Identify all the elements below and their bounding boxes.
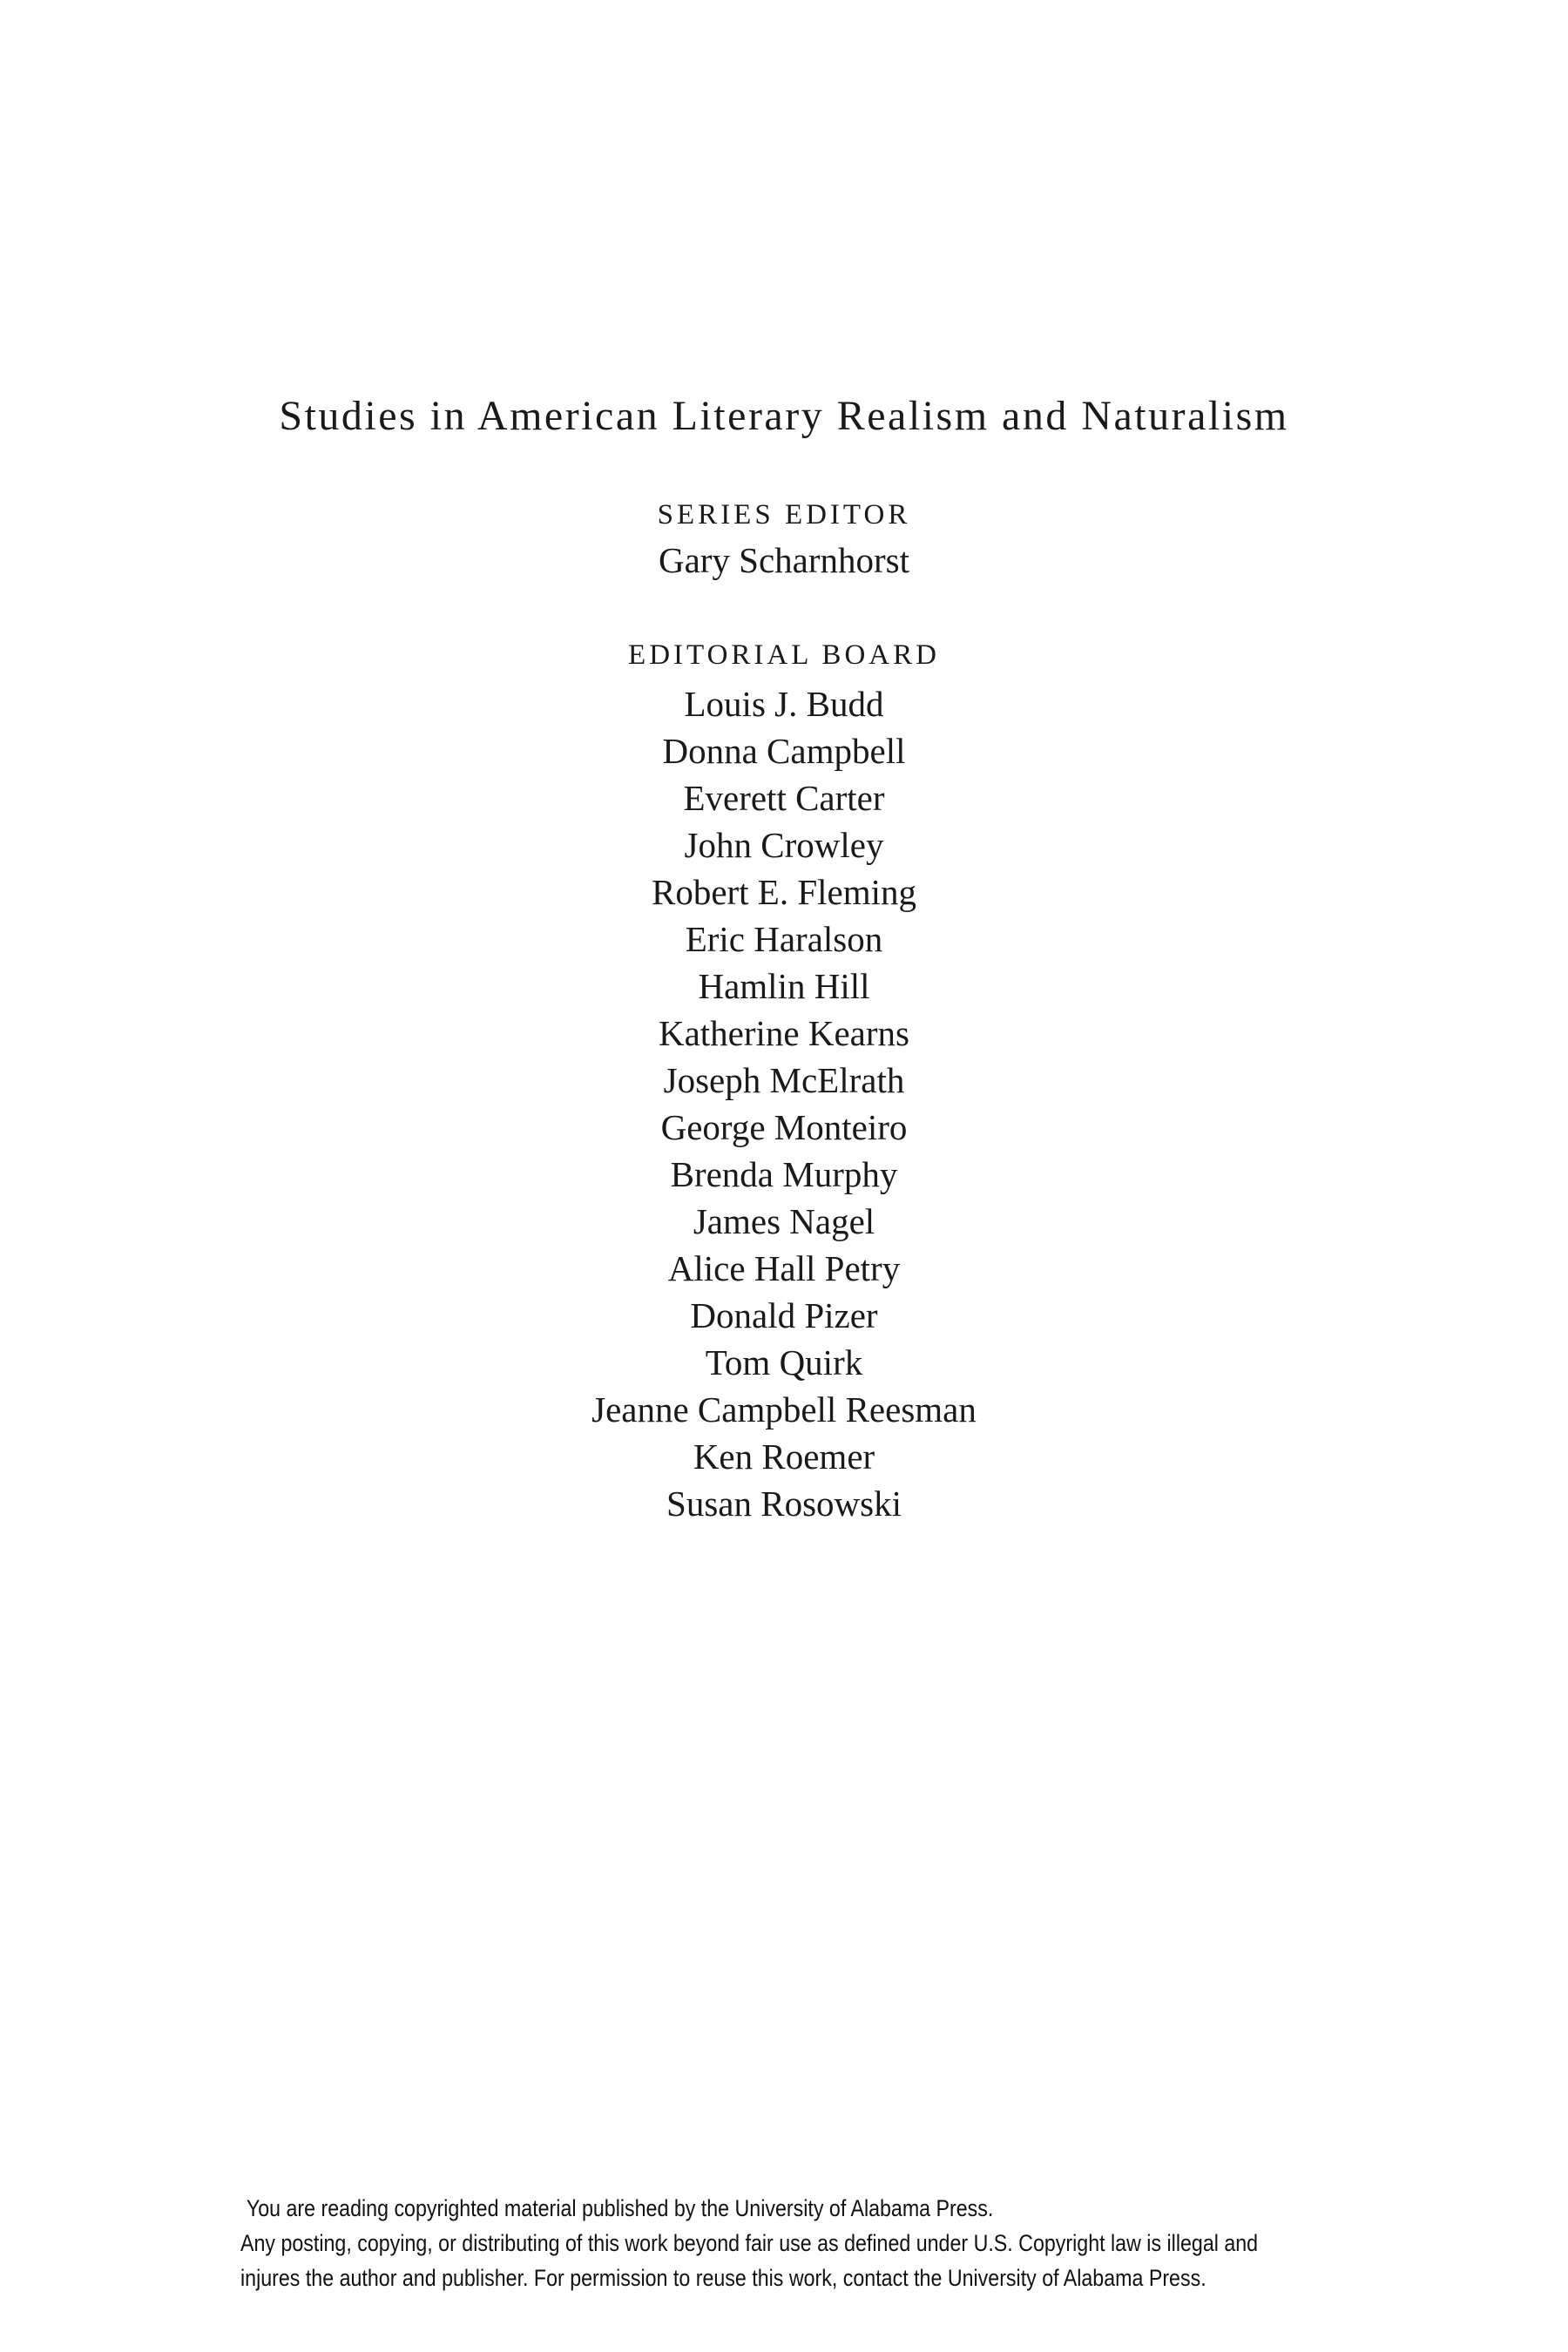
editorial-board-list (0, 680, 1568, 1527)
board-member: Donald Pizer (690, 1295, 878, 1335)
board-member: Tom Quirk (705, 1342, 863, 1382)
board-member: Eric Haralson (685, 919, 883, 959)
series-title: Studies in American Literary Realism and Naturalism (279, 393, 1289, 439)
board-member: Susan Rosowski (666, 1484, 902, 1524)
board-member: Robert E. Fleming (651, 872, 917, 912)
series-editor-section (0, 493, 1568, 584)
copyright-line: Any posting, copying, or distributing of this work beyond fair use as defined under U.S. Copyright law is illegal and (240, 2230, 1259, 2256)
board-member: Joseph McElrath (663, 1060, 905, 1100)
series-editor-heading: SERIES EDITOR (657, 499, 911, 531)
board-member: Ken Roemer (693, 1436, 875, 1477)
board-member: Alice Hall Petry (667, 1248, 901, 1288)
board-member: Louis J. Budd (684, 684, 884, 724)
editorial-board-section (0, 633, 1568, 1527)
copyright-line: You are reading copyrighted material published by the University of Alabama Press. (246, 2195, 994, 2221)
board-member: Everett Carter (683, 778, 885, 818)
board-member: Katherine Kearns (658, 1013, 909, 1053)
board-member: Brenda Murphy (670, 1154, 898, 1194)
board-member: John Crowley (684, 825, 884, 865)
copyright-notice (240, 2191, 1335, 2295)
board-member: Hamlin Hill (698, 966, 870, 1006)
editorial-board-heading: EDITORIAL BOARD (628, 639, 940, 671)
copyright-line: injures the author and publisher. For permission to reuse this work, contact the University of Alabama Press. (240, 2265, 1206, 2291)
board-member: James Nagel (693, 1201, 875, 1241)
board-member: George Monteiro (660, 1107, 908, 1147)
board-member: Donna Campbell (662, 731, 906, 771)
board-member: Jeanne Campbell Reesman (591, 1389, 977, 1429)
series-editor-name: Gary Scharnhorst (658, 540, 910, 580)
